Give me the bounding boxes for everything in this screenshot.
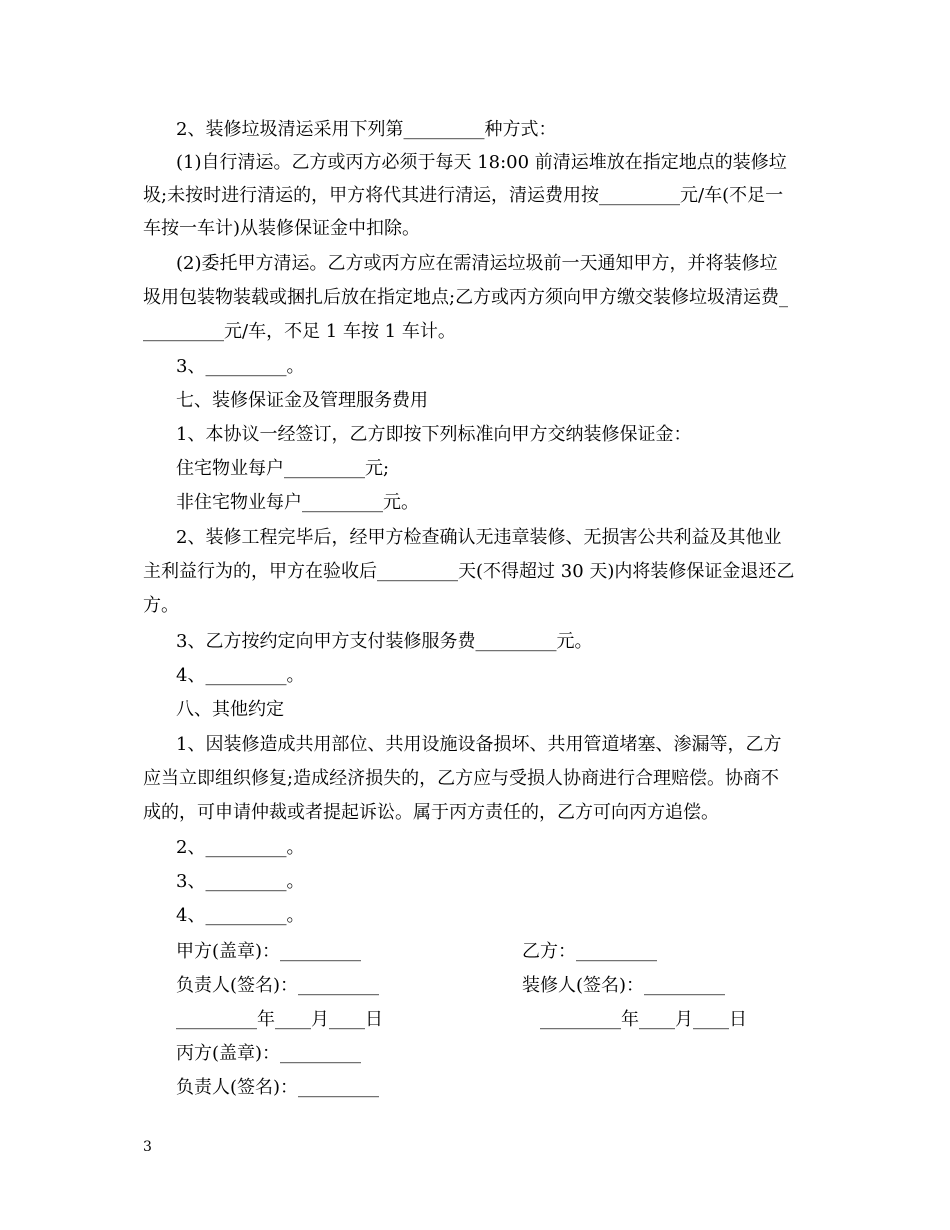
clause-8-1-line1: 1、因装修造成共用部位、共用设施设备损坏、共用管道堵塞、渗漏等，乙方 [176,734,782,755]
clause-6-2-1-line1: (1)自行清运。乙方或丙方必须于每天 18:00 前清运堆放在指定地点的装修垃 [176,152,787,173]
clause-7-3: 3、乙方按约定向甲方支付装修服务费_________元。 [176,631,593,652]
clause-8-1-line2: 应当立即组织修复;造成经济损失的，乙方应与受损人协商进行合理赔偿。协商不 [143,768,780,789]
page-number: 3 [143,1139,152,1155]
section-7-heading: 七、装修保证金及管理服务费用 [176,390,428,411]
party-a-date: _________年____月____日 [176,1009,383,1030]
clause-6-2-1-line3: 车按一车计)从装修保证金中扣除。 [143,218,421,239]
party-a-responsible-signature: 负责人(签名)：_________ [176,975,380,996]
clause-6-2-2-line1: (2)委托甲方清运。乙方或丙方应在需清运垃圾前一天通知甲方，并将装修垃 [176,253,778,274]
clause-7-4: 4、_________。 [176,665,305,686]
clause-6-2-2-line2: 圾用包装物装载或捆扎后放在指定地点;乙方或丙方须向甲方缴交装修垃圾清运费_ [143,287,789,308]
party-c-responsible-signature: 负责人(签名)：_________ [176,1077,380,1098]
party-b-decorator-signature: 装修人(签名)：_________ [522,975,726,996]
clause-8-4: 4、_________。 [176,905,305,926]
clause-6-2-2-line3: _________元/车，不足 1 车按 1 车计。 [143,321,456,342]
clause-7-2-line3: 方。 [143,595,179,616]
clause-7-2-line1: 2、装修工程完毕后，经甲方检查确认无违章装修、无损害公共利益及其他业 [176,527,782,548]
clause-8-2: 2、_________。 [176,837,305,858]
clause-6-2-1-line2: 圾;未按时进行清运的，甲方将代其进行清运，清运费用按_________元/车(不足一 [143,185,784,206]
clause-7-1-nonresidential: 非住宅物业每户_________元。 [176,492,419,513]
party-a-seal: 甲方(盖章)：_________ [176,941,362,962]
clause-8-3: 3、_________。 [176,871,305,892]
section-8-heading: 八、其他约定 [176,699,284,720]
clause-6-3: 3、_________。 [176,356,305,377]
clause-7-1: 1、本协议一经签订，乙方即按下列标准向甲方交纳装修保证金： [176,424,692,445]
party-b-signature: 乙方：_________ [522,941,657,962]
party-c-seal: 丙方(盖章)：_________ [176,1043,362,1064]
clause-8-1-line3: 成的，可申请仲裁或者提起诉讼。属于丙方责任的，乙方可向丙方追偿。 [143,802,719,823]
clause-6-2-title: 2、装修垃圾清运采用下列第_________种方式： [176,119,557,140]
clause-7-1-residential: 住宅物业每户_________元; [176,458,390,479]
party-b-date: _________年____月____日 [540,1009,747,1030]
clause-7-2-line2: 主利益行为的，甲方在验收后_________天(不得超过 30 天)内将装修保证金退还乙 [143,561,795,582]
